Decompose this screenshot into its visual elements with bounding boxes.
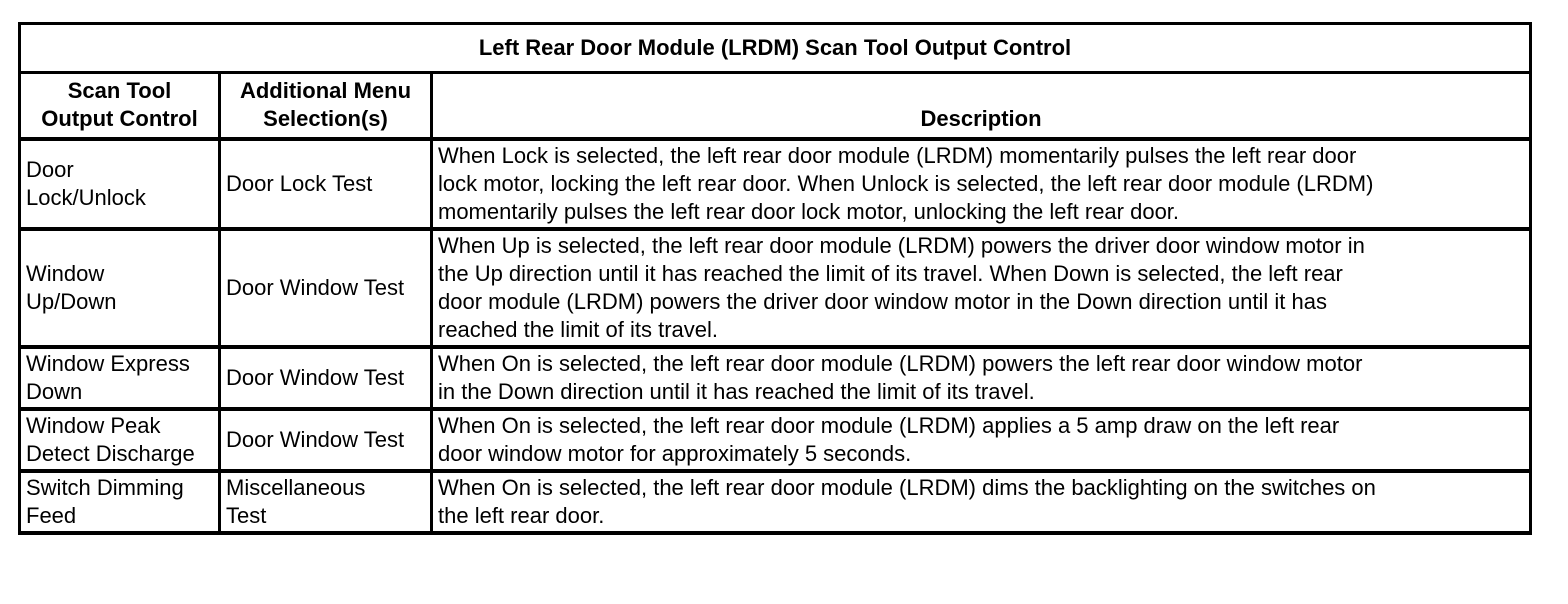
cell-menu-selection [220, 139, 432, 229]
cell-output-control-line2: Detect Discharge [26, 441, 195, 466]
description-line: lock motor, locking the left rear door. When Unlock is selected, the left rear door module (LRDM) [438, 171, 1374, 196]
cell-output-control [20, 229, 220, 347]
output-control-table-container [18, 22, 1532, 535]
table-row [20, 229, 1531, 347]
cell-menu-selection-line1: Door Window Test [226, 275, 405, 300]
description-line: reached the limit of its travel. [438, 317, 719, 342]
header-menu-selection [220, 73, 432, 140]
description-line: in the Down direction until it has reached the limit of its travel. [438, 379, 1035, 404]
header-menu-selection-line1: Additional Menu [239, 78, 412, 103]
cell-output-control-line1: Window Express [26, 351, 190, 376]
cell-menu-selection [220, 347, 432, 409]
header-output-control-line2: Output Control [41, 106, 198, 131]
cell-output-control-line1: Door [26, 157, 74, 182]
table-header-row [20, 73, 1531, 140]
table-row [20, 139, 1531, 229]
table-row [20, 471, 1531, 533]
cell-menu-selection [220, 229, 432, 347]
description-line: When On is selected, the left rear door module (LRDM) dims the backlighting on the switches on [438, 475, 1376, 500]
table-row [20, 409, 1531, 471]
table-title-row [20, 24, 1531, 73]
description-line: When Lock is selected, the left rear door module (LRDM) momentarily pulses the left rear door [438, 143, 1357, 168]
description-line: When On is selected, the left rear door module (LRDM) powers the left rear door window motor [438, 351, 1363, 376]
description-line: the Up direction until it has reached the limit of its travel. When Down is selected, the left rear [438, 261, 1343, 286]
cell-output-control [20, 139, 220, 229]
cell-description [432, 229, 1531, 347]
header-description: Description [432, 73, 1531, 140]
cell-output-control-line1: Switch Dimming [26, 475, 184, 500]
table-title: Left Rear Door Module (LRDM) Scan Tool Output Control [20, 24, 1531, 73]
description-line: the left rear door. [438, 503, 605, 528]
cell-menu-selection-line1: Door Window Test [226, 427, 405, 452]
cell-output-control-line1: Window [26, 261, 105, 286]
description-line: When On is selected, the left rear door module (LRDM) applies a 5 amp draw on the left rear [438, 413, 1340, 438]
cell-output-control [20, 347, 220, 409]
cell-output-control-line1: Window Peak [26, 413, 161, 438]
cell-description [432, 139, 1531, 229]
output-control-table [18, 22, 1532, 535]
cell-menu-selection [220, 471, 432, 533]
cell-output-control [20, 471, 220, 533]
cell-output-control-line2: Lock/Unlock [26, 185, 146, 210]
description-line: door module (LRDM) powers the driver door window motor in the Down direction until it has [438, 289, 1327, 314]
header-menu-selection-line2: Selection(s) [263, 106, 388, 131]
cell-description [432, 471, 1531, 533]
table-row [20, 347, 1531, 409]
cell-description [432, 347, 1531, 409]
cell-description [432, 409, 1531, 471]
cell-menu-selection [220, 409, 432, 471]
cell-menu-selection-line1: Miscellaneous [226, 475, 366, 500]
header-output-control-line1: Scan Tool [67, 78, 172, 103]
cell-output-control-line2: Down [26, 379, 83, 404]
cell-menu-selection-line1: Door Window Test [226, 365, 405, 390]
description-line: momentarily pulses the left rear door lock motor, unlocking the left rear door. [438, 199, 1180, 224]
cell-menu-selection-line1: Door Lock Test [226, 171, 373, 196]
description-line: When Up is selected, the left rear door module (LRDM) powers the driver door window motor in [438, 233, 1365, 258]
cell-output-control-line2: Up/Down [26, 289, 117, 314]
cell-output-control-line2: Feed [26, 503, 77, 528]
header-output-control [20, 73, 220, 140]
cell-output-control [20, 409, 220, 471]
description-line: door window motor for approximately 5 seconds. [438, 441, 912, 466]
cell-menu-selection-line2: Test [226, 503, 267, 528]
